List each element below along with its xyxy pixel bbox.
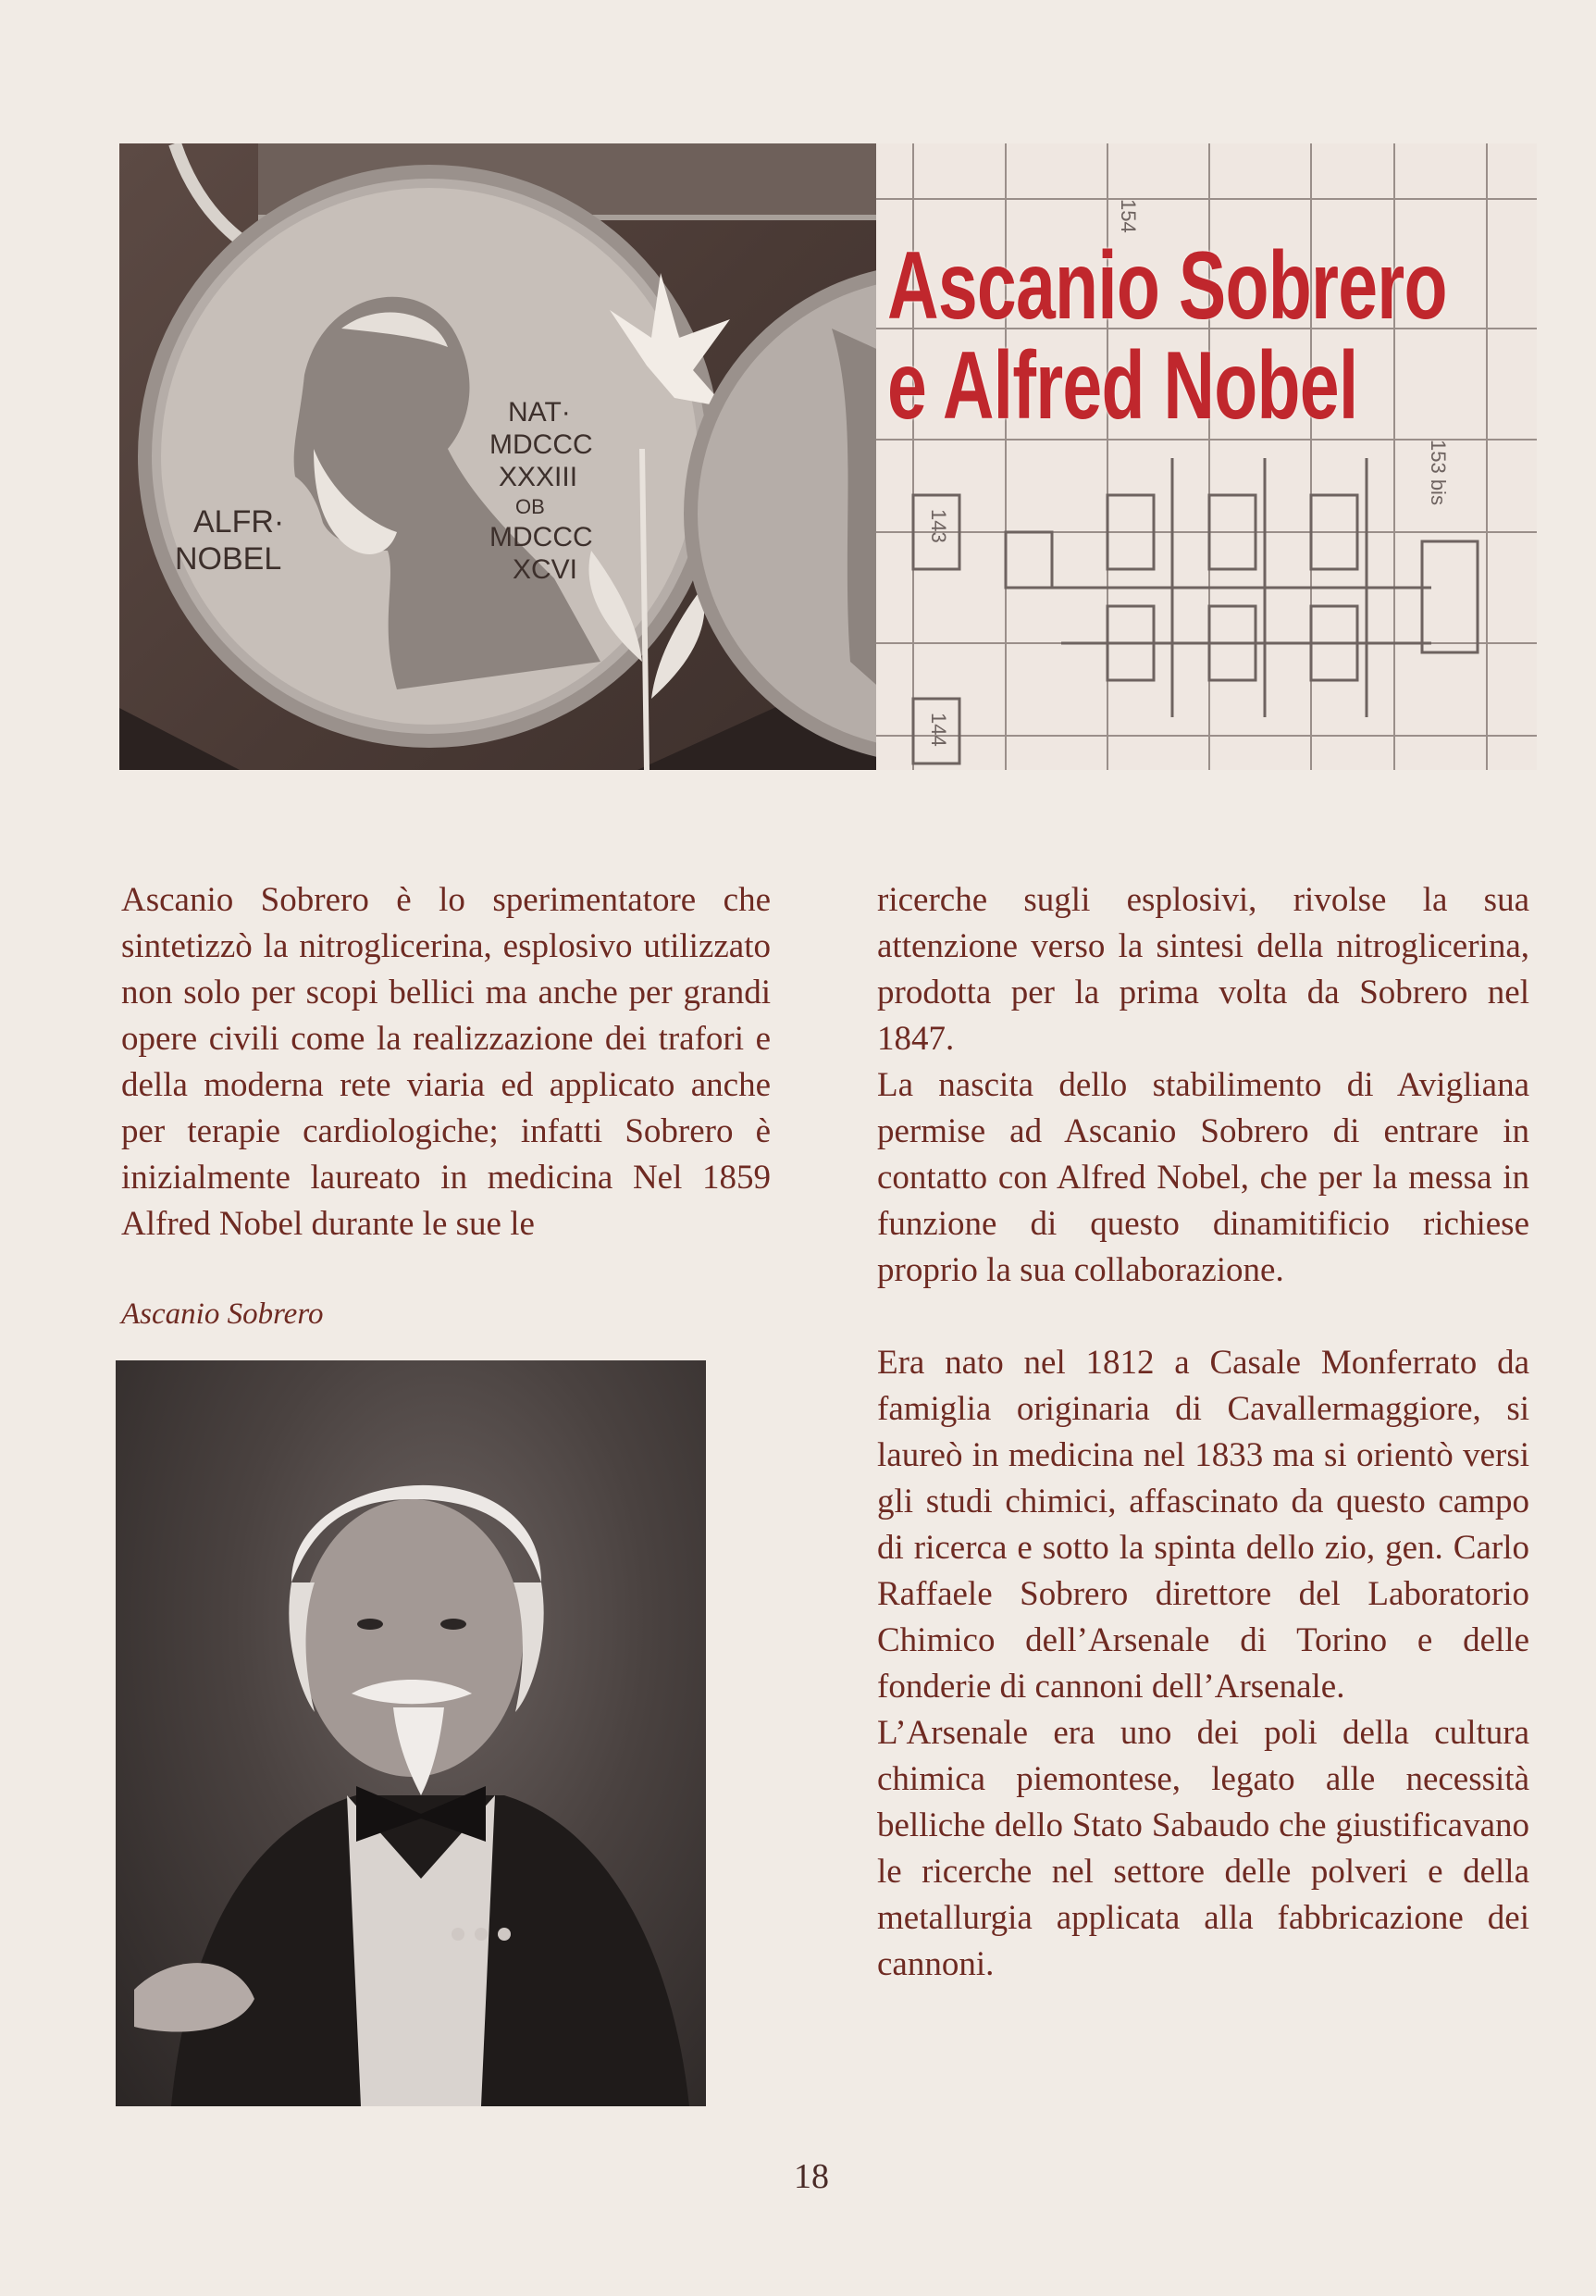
header-banner (119, 143, 1537, 770)
page-number: 18 (794, 2157, 829, 2196)
svg-text:143: 143 (927, 509, 950, 543)
svg-text:XCVI: XCVI (513, 554, 578, 585)
svg-text:MDCCC: MDCCC (489, 522, 593, 552)
svg-text:154: 154 (1117, 199, 1140, 233)
svg-text:XXXIII: XXXIII (499, 462, 578, 492)
left-column (121, 877, 771, 1247)
svg-text:153 bis: 153 bis (1427, 440, 1450, 505)
svg-text:144: 144 (927, 713, 950, 747)
title-line-2: e Alfred Nobel (887, 332, 1358, 440)
svg-text:OB: OB (515, 495, 545, 518)
title-line-1: Ascanio Sobrero (887, 232, 1447, 340)
medal-name-line2: NOBEL (175, 541, 282, 577)
svg-text:NAT·: NAT· (508, 397, 571, 428)
right-paragraph-2: La nascita dello stabilimento di Avigliana permise ad Ascanio Sobrero di entrare in contatto con Alfred Nobel, che per la messa in funzione di questo dinamitificio richiese proprio la sua collaborazione. (877, 1066, 1529, 1289)
right-paragraph-4: L’Arsenale era uno dei poli della cultura chimica piemontese, legato alle necessità belliche dello Stato Sabaudo che giustificavano le ricerche nel settore delle polveri e della metallurgia applicata alla fabbricazione dei cannoni. (877, 1714, 1529, 1983)
page-title (887, 232, 1447, 440)
right-paragraph-1: ricerche sugli esplosivi, rivolse la sua attenzione verso la sintesi della nitroglicerina, prodotta per la prima volta da Sobrero nel 1847. (877, 881, 1529, 1058)
portrait-caption: Ascanio Sobrero (121, 1297, 324, 1331)
svg-text:MDCCC: MDCCC (489, 429, 593, 460)
right-paragraph-3: Era nato nel 1812 a Casale Monferrato da famiglia originaria di Cavallermaggiore, si laureò in medicina nel 1833 ma si orientò versi gli studi chimici, affascinato da questo campo di ricerca e sotto la spinta dello zio, gen. Carlo Raffaele Sobrero direttore del Laboratorio Chimico dell’Arsenale di Torino e delle fonderie di cannoni dell’Arsenale. (877, 1344, 1529, 1706)
intro-paragraph: Ascanio Sobrero è lo sperimentatore che sintetizzò la nitroglicerina, esplosivo utilizzato non solo per scopi bellici ma anche per grandi opere civili come la realizzazione dei trafori e della moderna rete viaria ed applicato anche per terapie cardiologiche; infatti Sobrero è inizialmente laureato in medicina Nel 1859 Alfred Nobel durante le sue le (121, 881, 771, 1243)
ascanio-sobrero-portrait (116, 1360, 706, 2106)
medal-name-line1: ALFR· (193, 504, 285, 540)
nobel-medal-image (119, 143, 876, 770)
right-column (877, 877, 1529, 1988)
